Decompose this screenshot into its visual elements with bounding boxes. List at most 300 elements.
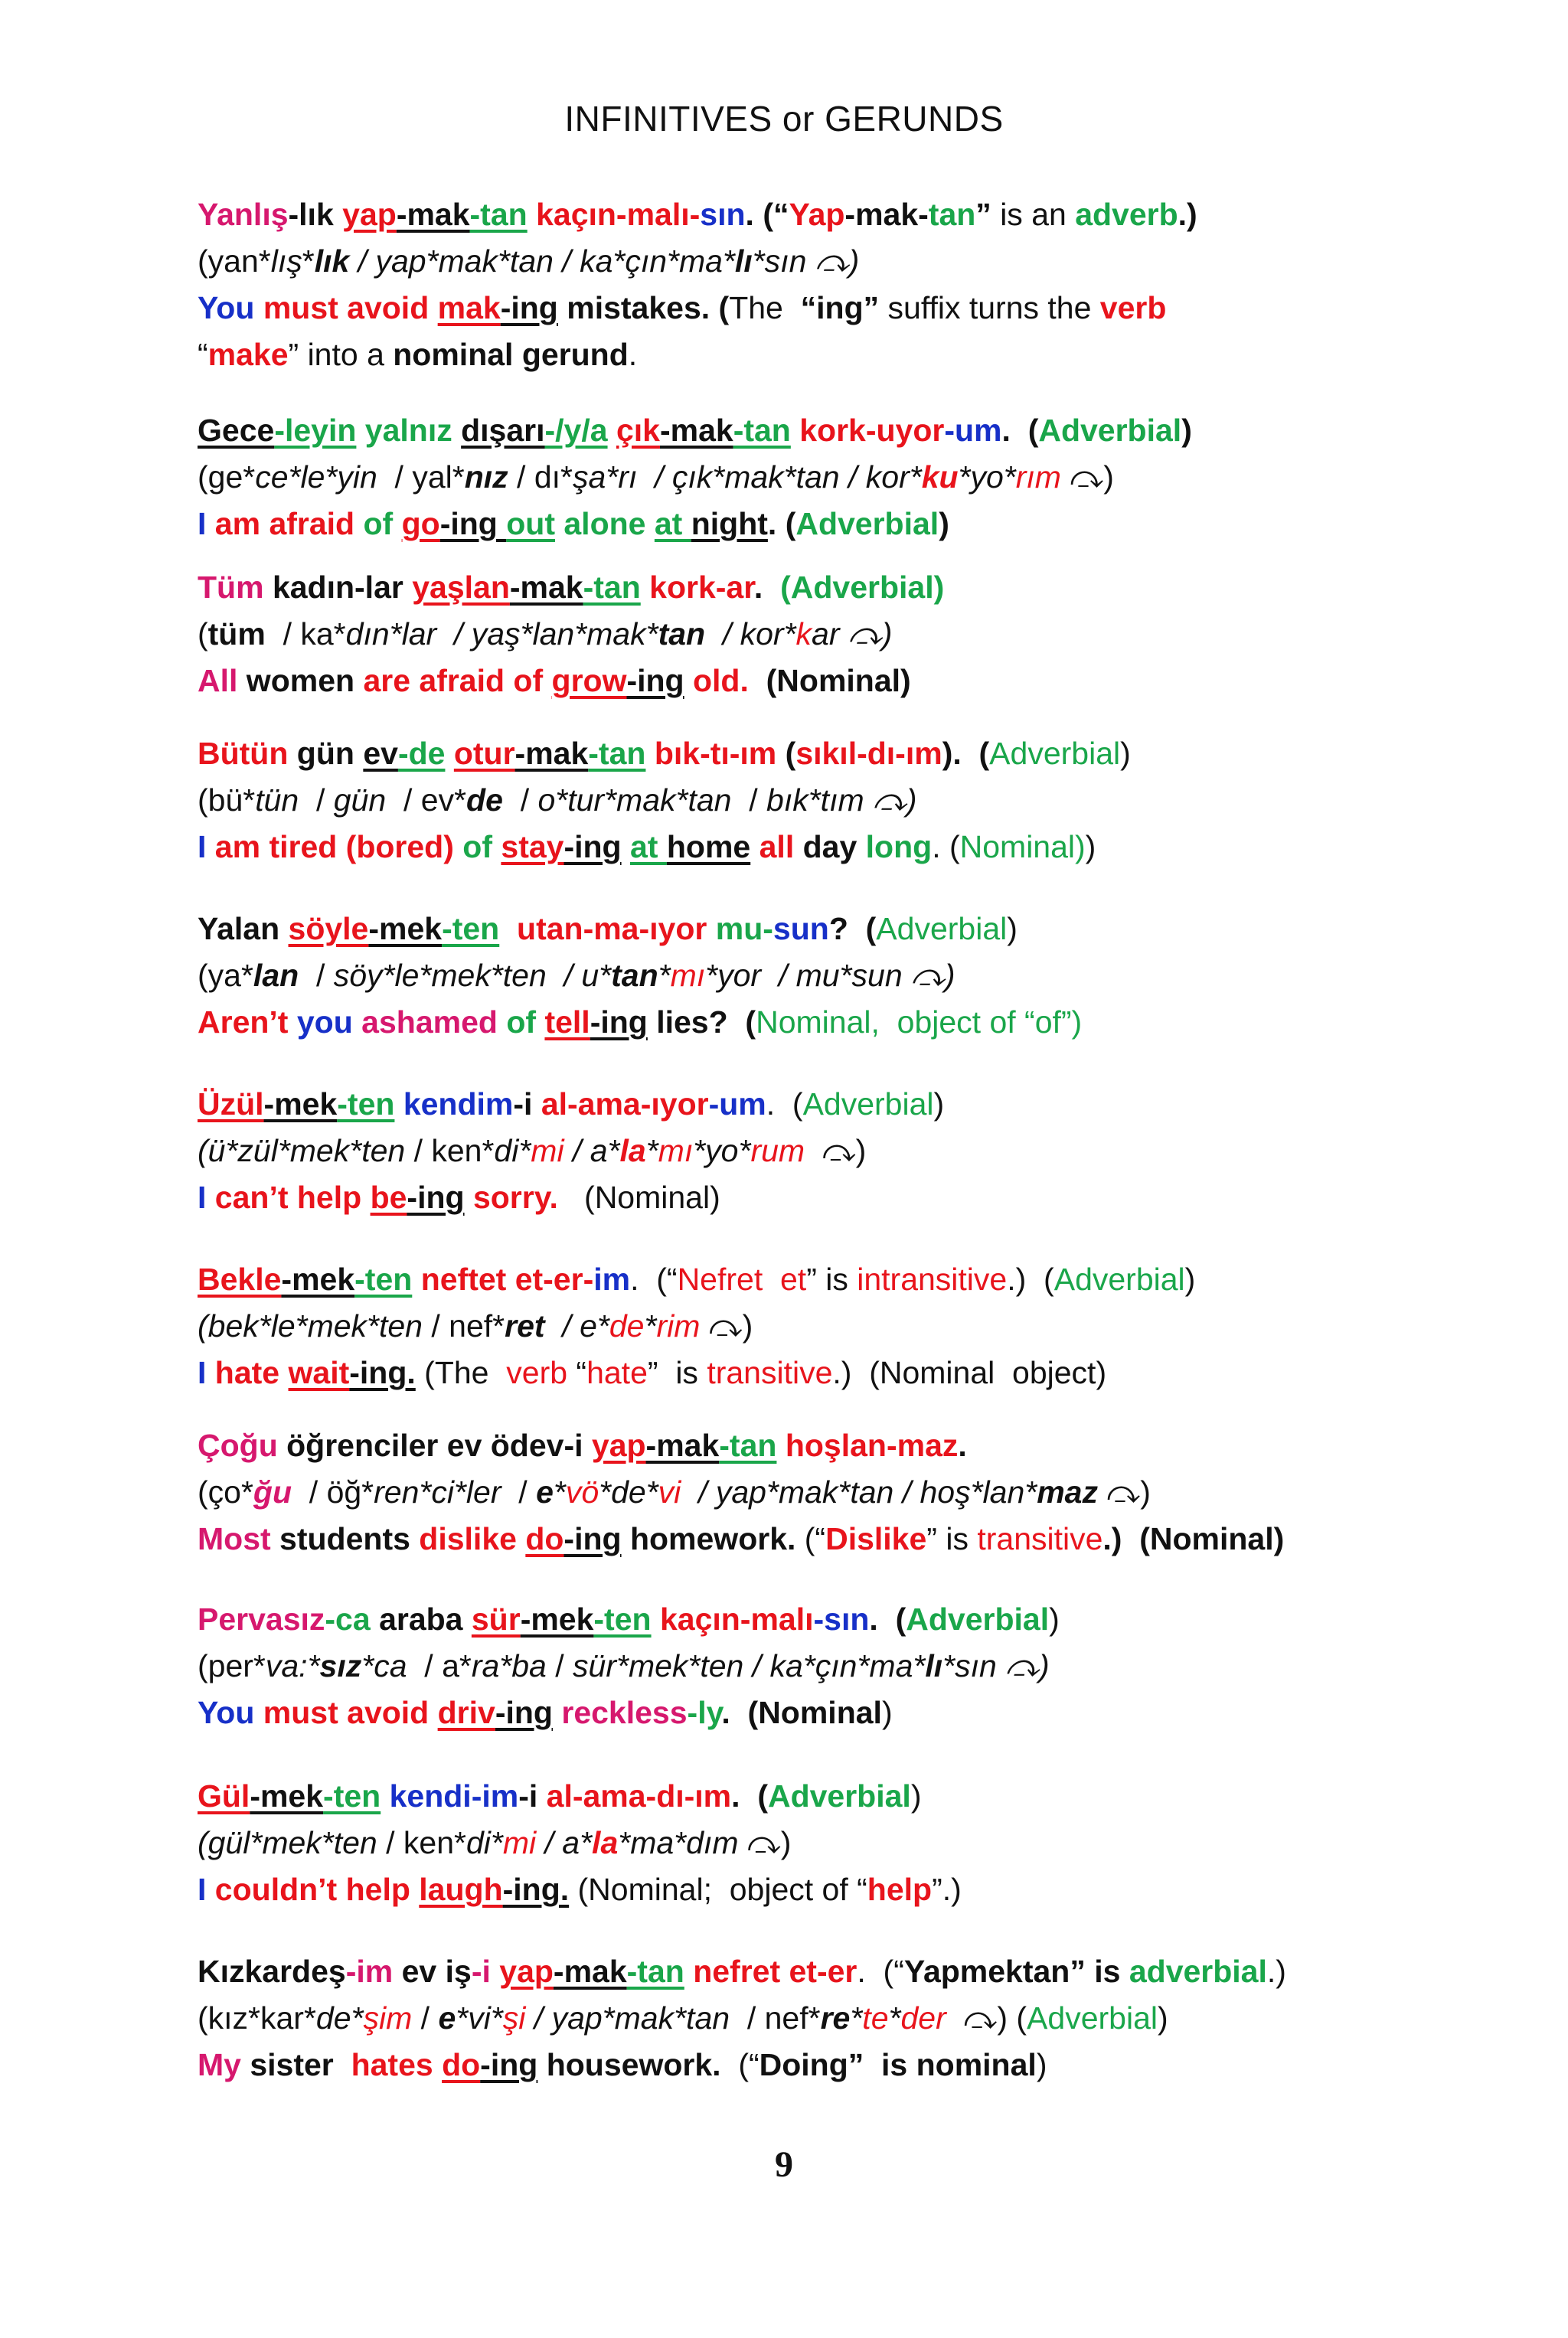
text-segment: * bbox=[850, 2000, 863, 2036]
text-segment: I bbox=[198, 1872, 207, 1907]
text-segment: ⤼) bbox=[738, 1825, 792, 1860]
text-segment: lık bbox=[314, 243, 350, 279]
pronunciation-line bbox=[198, 1643, 1392, 1690]
pronunciation-line bbox=[198, 1128, 1392, 1174]
text-segment: öğrenciler ev ödev-i bbox=[277, 1428, 592, 1463]
text-segment: de bbox=[466, 782, 503, 818]
underlined-morpheme: -leyin bbox=[274, 413, 357, 448]
text-segment: / nef* bbox=[423, 1308, 505, 1344]
underlined-morpheme: -mak bbox=[396, 197, 470, 232]
example-block bbox=[198, 1948, 1392, 2088]
text-segment: te bbox=[862, 2000, 889, 2036]
text-segment: ” bbox=[975, 197, 1001, 232]
text-segment: rim bbox=[656, 1308, 701, 1344]
text-segment: ) bbox=[881, 1695, 893, 1730]
text-segment: Aren’t bbox=[198, 1004, 289, 1040]
text-segment: dislike bbox=[419, 1521, 517, 1556]
example-block bbox=[198, 407, 1392, 547]
text-segment: I bbox=[198, 829, 207, 864]
text-segment: * bbox=[888, 2000, 901, 2036]
underlined-morpheme: -ing bbox=[564, 829, 622, 864]
underlined-morpheme: -ing bbox=[495, 1695, 553, 1730]
text-segment: women bbox=[237, 663, 364, 698]
text-segment bbox=[394, 1086, 403, 1122]
pronunciation-line bbox=[198, 952, 1392, 999]
text-segment: k bbox=[795, 616, 812, 651]
text-segment: sız bbox=[319, 1648, 362, 1683]
text-segment: / yal* bbox=[377, 459, 465, 495]
text-segment: e bbox=[536, 1474, 554, 1510]
text-segment: of bbox=[506, 1004, 537, 1040]
text-segment: The bbox=[729, 290, 801, 325]
text-segment: . ( bbox=[932, 829, 960, 864]
text-segment bbox=[433, 2047, 442, 2082]
text-segment bbox=[776, 1428, 785, 1463]
text-segment: / çık*mak*tan / kor* bbox=[637, 459, 922, 495]
text-segment: . ( bbox=[766, 1086, 803, 1122]
text-segment: am afraid bbox=[206, 506, 364, 541]
text-segment: Adverbial bbox=[876, 911, 1008, 946]
text-segment: transitive bbox=[707, 1355, 833, 1390]
underlined-morpheme: do bbox=[442, 2047, 481, 2082]
text-segment: mistakes. ( bbox=[557, 290, 730, 325]
text-segment bbox=[381, 1778, 389, 1814]
text-segment: ) bbox=[1085, 829, 1096, 864]
text-segment bbox=[1120, 1954, 1129, 1989]
text-segment: / yap*mak*tan bbox=[525, 2000, 730, 2036]
underlined-morpheme: -tan bbox=[733, 413, 791, 448]
text-segment: / yaş*lan*mak* bbox=[436, 616, 658, 651]
text-segment: ⤼) bbox=[1097, 1474, 1151, 1510]
text-segment: nominal gerund bbox=[393, 337, 629, 372]
text-segment: (ü*zül*mek*ten bbox=[198, 1133, 406, 1168]
example-block bbox=[198, 906, 1392, 1046]
text-segment: / ev* bbox=[386, 782, 467, 818]
text-segment: -ca bbox=[325, 1602, 371, 1637]
example-block bbox=[198, 1256, 1392, 1396]
text-segment: / bbox=[299, 782, 334, 818]
pronunciation-line bbox=[198, 454, 1392, 501]
text-segment: kendim bbox=[403, 1086, 514, 1122]
text-segment: must avoid bbox=[254, 1695, 438, 1730]
text-segment: all bbox=[759, 829, 795, 864]
pronunciation-line bbox=[198, 1303, 1392, 1350]
text-segment: (“ bbox=[720, 2047, 760, 2082]
text-segment bbox=[652, 1602, 660, 1637]
text-segment: suffix turns the bbox=[879, 290, 1100, 325]
pronunciation-line bbox=[198, 611, 1392, 658]
text-segment: .) bbox=[1266, 1954, 1286, 1989]
english-translation bbox=[198, 2042, 1392, 2088]
text-segment: hate bbox=[206, 1355, 289, 1390]
text-segment: vö bbox=[565, 1474, 599, 1510]
pronunciation-line bbox=[198, 238, 1392, 285]
text-segment: di* bbox=[494, 1133, 531, 1168]
text-segment: *yo* bbox=[958, 459, 1016, 495]
underlined-morpheme: laugh bbox=[419, 1872, 503, 1907]
example-block bbox=[198, 1773, 1392, 1913]
underlined-morpheme: out bbox=[506, 506, 555, 541]
text-segment: der bbox=[900, 2000, 946, 2036]
text-segment: lı bbox=[925, 1648, 943, 1683]
text-segment: tan bbox=[611, 958, 658, 993]
text-segment: ) bbox=[1184, 1262, 1196, 1297]
underlined-morpheme: -tan bbox=[469, 197, 528, 232]
text-segment: lış bbox=[270, 243, 302, 279]
text-segment: şi bbox=[502, 2000, 526, 2036]
text-segment: dım bbox=[686, 1825, 739, 1860]
text-segment: şim bbox=[363, 2000, 413, 2036]
text-segment: lan bbox=[253, 958, 299, 993]
underlined-morpheme: -tan bbox=[626, 1954, 684, 1989]
text-segment: mı bbox=[670, 958, 706, 993]
text-segment: * bbox=[490, 2000, 503, 2036]
text-segment: Adverbial bbox=[1038, 413, 1182, 448]
text-segment: rum bbox=[750, 1133, 805, 1168]
english-translation bbox=[198, 1516, 1392, 1562]
text-segment: of bbox=[363, 506, 394, 541]
text-segment: alone bbox=[554, 506, 655, 541]
text-segment: ğu bbox=[253, 1474, 292, 1510]
underlined-morpheme: driv bbox=[437, 1695, 495, 1730]
underlined-morpheme: Gül bbox=[198, 1778, 250, 1814]
text-segment: day bbox=[794, 829, 866, 864]
text-segment bbox=[553, 1695, 561, 1730]
text-segment: Yalan bbox=[198, 911, 289, 946]
text-segment: / ken* bbox=[377, 1825, 466, 1860]
underlined-morpheme: -tan bbox=[719, 1428, 777, 1463]
text-segment: (Adverbial) bbox=[780, 570, 945, 605]
text-segment: / a* bbox=[564, 1133, 620, 1168]
text-segment: Adverbial bbox=[767, 1778, 911, 1814]
text-segment: mu- bbox=[715, 911, 773, 946]
text-segment: ” is bbox=[926, 1521, 978, 1556]
text-segment: nız bbox=[464, 459, 508, 495]
text-segment: kork-ar bbox=[649, 570, 754, 605]
text-segment: . ( bbox=[1001, 413, 1039, 448]
text-segment: . ( bbox=[731, 1778, 768, 1814]
underlined-morpheme: -ten bbox=[323, 1778, 381, 1814]
text-segment: Doing” is nominal bbox=[759, 2047, 1037, 2082]
text-segment: students bbox=[270, 1521, 420, 1556]
text-segment: “ing” bbox=[800, 290, 880, 325]
text-segment: / e* bbox=[544, 1308, 609, 1344]
text-segment: tan bbox=[928, 197, 976, 232]
text-segment: -lık bbox=[288, 197, 343, 232]
text-segment: al-ama-dı-ım bbox=[546, 1778, 732, 1814]
text-segment: Adverbial bbox=[1027, 2000, 1158, 2036]
text-segment: are afraid of bbox=[363, 663, 552, 698]
text-segment: ” into a bbox=[288, 337, 394, 372]
underlined-morpheme: -ing bbox=[626, 663, 684, 698]
text-segment: * bbox=[553, 1474, 566, 1510]
example-block bbox=[198, 564, 1392, 704]
text-segment: tüm bbox=[207, 616, 266, 651]
text-segment: kaçın-malı bbox=[659, 1602, 814, 1637]
text-segment: housework. bbox=[537, 2047, 721, 2082]
text-segment: Pervasız bbox=[198, 1602, 325, 1637]
text-segment: -i bbox=[513, 1086, 541, 1122]
text-segment: Kızkardeş bbox=[198, 1954, 346, 1989]
underlined-morpheme: home bbox=[666, 829, 751, 864]
text-segment: (Nominal) bbox=[748, 663, 911, 698]
underlined-morpheme: yaşlan bbox=[412, 570, 510, 605]
english-translation bbox=[198, 1866, 1392, 1913]
english-translation bbox=[198, 285, 1392, 331]
text-segment: (ya* bbox=[198, 958, 253, 993]
text-segment: tan bbox=[658, 616, 706, 651]
underlined-morpheme: at bbox=[630, 829, 667, 864]
text-segment: (bek*le*mek*ten bbox=[198, 1308, 423, 1344]
text-segment: must avoid bbox=[263, 290, 430, 325]
example-block bbox=[198, 730, 1392, 870]
text-segment: verb bbox=[506, 1355, 568, 1390]
text-segment: kaçın-malı- bbox=[536, 197, 701, 232]
text-segment: / a* bbox=[536, 1825, 593, 1860]
text-segment bbox=[641, 570, 649, 605]
text-segment: / bbox=[546, 1648, 573, 1683]
text-segment: maz bbox=[1037, 1474, 1098, 1510]
text-segment: kork-uyor bbox=[799, 413, 945, 448]
text-segment: ) bbox=[1049, 1602, 1060, 1637]
text-segment: (bü* bbox=[198, 782, 256, 818]
text-segment: make bbox=[207, 337, 289, 372]
pronunciation-line bbox=[198, 1469, 1392, 1516]
english-translation bbox=[198, 999, 1392, 1046]
text-segment: / u* bbox=[546, 958, 612, 993]
text-segment: / dı* bbox=[508, 459, 573, 495]
text-segment: / bbox=[501, 1474, 537, 1510]
text-segment: verb bbox=[1099, 290, 1167, 325]
text-segment: .) bbox=[1178, 197, 1197, 232]
turkish-sentence bbox=[198, 1422, 1392, 1469]
underlined-morpheme: yap bbox=[499, 1954, 554, 1989]
text-segment bbox=[517, 1521, 525, 1556]
text-segment: ” is bbox=[647, 1355, 707, 1390]
underlined-morpheme: -mak bbox=[645, 1428, 720, 1463]
text-segment: iş bbox=[445, 1954, 472, 1989]
text-segment: di* bbox=[466, 1825, 503, 1860]
text-segment: ) bbox=[1007, 911, 1018, 946]
text-segment: / a* bbox=[407, 1648, 472, 1683]
text-segment: / bbox=[412, 2000, 439, 2036]
text-segment: ⤼) ( bbox=[946, 2000, 1027, 2036]
underlined-morpheme: night bbox=[691, 506, 768, 541]
turkish-sentence bbox=[198, 1948, 1392, 1995]
text-segment: im bbox=[593, 1262, 631, 1297]
turkish-sentence bbox=[198, 1596, 1392, 1643]
text-segment: gün bbox=[333, 782, 387, 818]
text-segment: yalnız bbox=[356, 413, 462, 448]
text-segment: *sın ⤼) bbox=[752, 243, 860, 279]
text-segment: -mak- bbox=[844, 197, 929, 232]
text-segment: re bbox=[820, 2000, 851, 2036]
text-segment: ) bbox=[1157, 2000, 1168, 2036]
underlined-morpheme: -mak bbox=[553, 1954, 627, 1989]
text-segment: kendi-im bbox=[389, 1778, 519, 1814]
english-translation bbox=[198, 1350, 1392, 1396]
text-segment: . ( bbox=[767, 506, 796, 541]
text-segment: ) bbox=[939, 506, 949, 541]
text-segment: -um bbox=[944, 413, 1002, 448]
text-segment: la bbox=[619, 1133, 646, 1168]
text-segment: Yap bbox=[789, 197, 845, 232]
english-translation bbox=[198, 1174, 1392, 1221]
text-segment: reckless bbox=[561, 1695, 688, 1730]
page-number: 9 bbox=[775, 2144, 793, 2185]
text-segment: ev bbox=[393, 1954, 446, 1989]
text-segment: homework. bbox=[621, 1521, 796, 1556]
text-segment: *ma* bbox=[618, 1825, 687, 1860]
text-segment: * bbox=[658, 958, 671, 993]
text-segment bbox=[492, 829, 501, 864]
text-segment: gün bbox=[288, 736, 364, 771]
underlined-morpheme: -ing bbox=[590, 1004, 648, 1040]
underlined-morpheme: -/y/a bbox=[544, 413, 608, 448]
text-segment: sın bbox=[700, 197, 746, 232]
text-segment: ⤼) bbox=[1060, 459, 1114, 495]
text-segment: .) (Nominal) bbox=[1102, 1521, 1285, 1556]
underlined-morpheme: Bekle bbox=[198, 1262, 282, 1297]
example-block bbox=[198, 1422, 1392, 1562]
underlined-morpheme: at bbox=[654, 506, 691, 541]
text-segment: Bütün bbox=[198, 736, 289, 771]
text-segment: long bbox=[865, 829, 933, 864]
text-segment bbox=[254, 290, 263, 325]
text-segment: All bbox=[198, 663, 238, 698]
text-segment: bık*tım ⤼) bbox=[766, 782, 917, 818]
text-segment bbox=[750, 829, 759, 864]
text-segment: (ge* bbox=[198, 459, 256, 495]
underlined-morpheme: -mek bbox=[281, 1262, 355, 1297]
text-segment: *yor / mu*sun ⤼) bbox=[705, 958, 956, 993]
underlined-morpheme: -ing bbox=[564, 1521, 622, 1556]
text-segment: de* bbox=[315, 2000, 364, 2036]
text-segment: Çoğu bbox=[198, 1428, 278, 1463]
text-segment: e bbox=[438, 2000, 456, 2036]
text-segment: -i bbox=[518, 1778, 547, 1814]
underlined-morpheme: wait bbox=[288, 1355, 350, 1390]
text-segment: . (“ bbox=[630, 1262, 678, 1297]
text-segment: ⤼) bbox=[805, 1133, 867, 1168]
english-translation bbox=[198, 824, 1392, 870]
text-segment: *yo* bbox=[693, 1133, 751, 1168]
underlined-morpheme: Üzül bbox=[198, 1086, 264, 1122]
text-segment bbox=[536, 1004, 544, 1040]
text-segment: / bbox=[502, 782, 538, 818]
text-segment: utan-ma-ıyor bbox=[517, 911, 707, 946]
text-segment: Yanlış bbox=[198, 197, 289, 232]
english-translation bbox=[198, 501, 1392, 547]
text-segment bbox=[445, 736, 453, 771]
text-segment bbox=[393, 506, 401, 541]
text-segment: . bbox=[628, 337, 638, 372]
text-segment: / yap*mak*tan / ka*çın*ma* bbox=[349, 243, 735, 279]
text-segment: ” is bbox=[806, 1262, 858, 1297]
underlined-morpheme: -tan bbox=[588, 736, 646, 771]
text-segment bbox=[707, 911, 715, 946]
text-segment: tün bbox=[255, 782, 299, 818]
text-segment: .) ( bbox=[1007, 1262, 1054, 1297]
text-segment: . (“ bbox=[857, 1954, 904, 1989]
text-segment: * bbox=[645, 1133, 658, 1168]
text-segment: ). ( bbox=[942, 736, 990, 771]
text-segment: am tired (bored) bbox=[206, 829, 463, 864]
text-segment: Adverbial bbox=[795, 506, 939, 541]
text-segment bbox=[288, 1004, 296, 1040]
text-segment: Nominal bbox=[758, 1695, 882, 1730]
underlined-morpheme: -tan bbox=[583, 570, 641, 605]
turkish-sentence bbox=[198, 564, 1392, 611]
text-segment: I bbox=[198, 1180, 207, 1215]
turkish-sentence bbox=[198, 407, 1392, 454]
text-segment: (kız*kar* bbox=[198, 2000, 316, 2036]
example-block bbox=[198, 1596, 1392, 1736]
english-translation bbox=[198, 658, 1392, 704]
text-segment: ret bbox=[505, 1308, 545, 1344]
underlined-morpheme: otur bbox=[453, 736, 515, 771]
underlined-morpheme: -ten bbox=[593, 1602, 652, 1637]
text-segment: mı bbox=[658, 1133, 694, 1168]
text-segment: You bbox=[198, 290, 255, 325]
text-segment: . ( bbox=[721, 1695, 759, 1730]
text-segment: hoşlan-maz bbox=[785, 1428, 959, 1463]
text-segment: la bbox=[592, 1825, 619, 1860]
underlined-morpheme: -ten bbox=[354, 1262, 413, 1297]
text-segment: *de* bbox=[599, 1474, 658, 1510]
text-segment: -ly bbox=[687, 1695, 722, 1730]
text-segment: sorry. bbox=[464, 1180, 558, 1215]
text-segment: Yapmektan” is bbox=[903, 1954, 1121, 1989]
underlined-morpheme: -ten bbox=[337, 1086, 395, 1122]
text-segment: can’t help bbox=[206, 1180, 371, 1215]
text-segment: *sın ⤼) bbox=[942, 1648, 1050, 1683]
text-segment: *ca bbox=[361, 1648, 407, 1683]
text-segment: / bbox=[731, 782, 767, 818]
text-segment: transitive bbox=[977, 1521, 1103, 1556]
text-segment: -i bbox=[471, 1954, 491, 1989]
underlined-morpheme: çık bbox=[616, 413, 660, 448]
text-segment: mi bbox=[502, 1825, 537, 1860]
underlined-morpheme: -ing bbox=[439, 506, 507, 541]
text-segment: (ço* bbox=[198, 1474, 253, 1510]
text-segment: * bbox=[644, 1308, 657, 1344]
text-segment: (gül*mek*ten bbox=[198, 1825, 377, 1860]
text-segment bbox=[608, 413, 616, 448]
text-segment: Nominal, object of “of”) bbox=[756, 1004, 1083, 1040]
text-segment: ( bbox=[198, 616, 208, 651]
text-segment: . (“ bbox=[745, 197, 789, 232]
underlined-morpheme: -ing. bbox=[349, 1355, 416, 1390]
underlined-morpheme: sür bbox=[471, 1602, 521, 1637]
text-segment: sür*mek*ten / ka*çın*ma* bbox=[573, 1648, 926, 1683]
text-segment: . ( bbox=[869, 1602, 906, 1637]
text-segment: sıkıl-dı-ım bbox=[795, 736, 942, 771]
turkish-sentence bbox=[198, 191, 1392, 238]
underlined-morpheme: mak bbox=[437, 290, 501, 325]
text-segment: (Nominal) bbox=[557, 1180, 720, 1215]
text-segment: Tüm bbox=[198, 570, 264, 605]
text-segment: Adverbial bbox=[1054, 1262, 1185, 1297]
text-segment bbox=[491, 1954, 499, 1989]
underlined-morpheme: -mek bbox=[250, 1778, 324, 1814]
text-segment: al-ama-ıyor bbox=[541, 1086, 709, 1122]
text-segment: Adverbial bbox=[802, 1086, 934, 1122]
text-segment bbox=[684, 1954, 693, 1989]
text-segment: Adverbial bbox=[989, 736, 1121, 771]
underlined-morpheme: -mek bbox=[368, 911, 443, 946]
underlined-morpheme: -mek bbox=[263, 1086, 338, 1122]
